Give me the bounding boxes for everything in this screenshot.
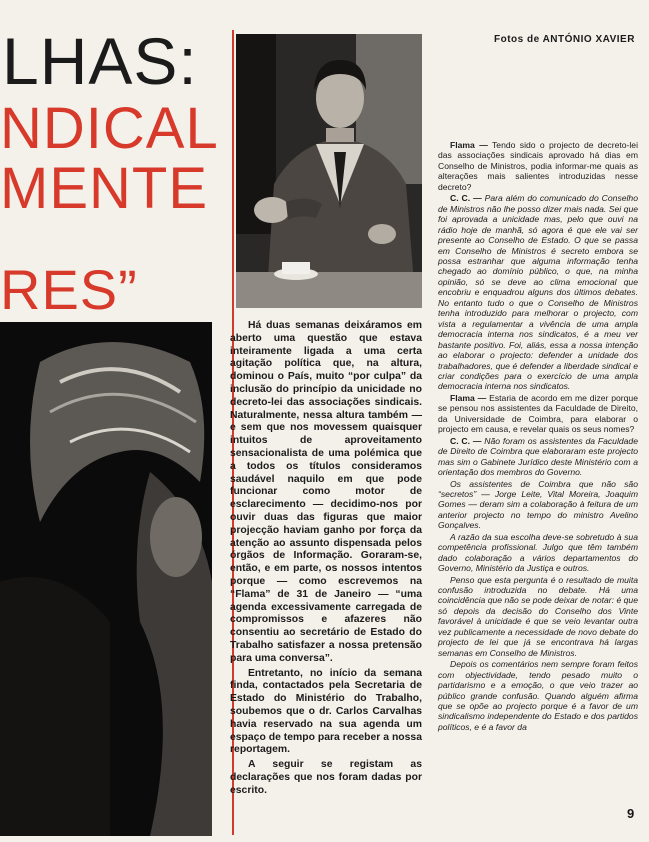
interview-question xyxy=(438,393,638,435)
interview-column xyxy=(438,140,638,733)
second-interview-photo xyxy=(0,322,212,836)
question-text: Estaria de acordo em me dizer porque se pensou nos assistentes da Faculdade de Direito, da Universidade de Coimbra, para elaborar o projecto em causa, e revelar quais os seus nomes? xyxy=(438,392,638,435)
question-text: Tendo sido o projecto de decreto-lei das associações sindicais aprovado há dias em Conselho de Ministros, podia informar-me quais as alterações mais salientes introduzidas nesse decreto? xyxy=(438,140,638,192)
man-portrait-illustration xyxy=(236,34,422,308)
speaker-label: Flama — xyxy=(450,392,487,403)
page-number: 9 xyxy=(627,806,635,821)
answer-text: Para além do comunicado do Conselho de Ministros não lhe posso dizer mais nada. Sei que foi aprovada a unicidade mas, pelo que ouvi na rádio hoje de manhã, só agora é que ele vai ser presente ao Conselho de Estado. O que se passa em Conselho de Ministros é secreto embora se possa estranhar que alguma informação tenha chegado ao domínio público, o que, na minha opinião, só se deve ao clima emocional que encobriu e enquadrou alguns dos últimos debates. No entanto tudo o que o Conselho de Ministros tenha introduzido para melhorar o projecto, com vista a regulamentar a vivência de uma ampla democracia interna nos sindicatos, é a meu ver bastante positivo. Foi, aliás, essa a nossa intenção ao elaborar o projecto: defender a unidade dos trabalhadores, que é defender a liberdade sindical e criar condições para o exercício de uma ampla democracia interna nos sindicatos. xyxy=(438,193,638,392)
answer-text: Depois os comentários nem sempre foram feitos com objectividade, tendo pesado muito o partidarismo e a emoção, o que veio trazer ao público grande confusão. Quando alguém afirma que se opõe ao projecto porque é a favor de um sindicalismo independente do Estado e dos partidos políticos, e é a favor da xyxy=(438,659,638,732)
interview-answer xyxy=(438,193,638,392)
speaker-label: C. C. — xyxy=(450,193,482,204)
intro-paragraph: Há duas semanas deixáramos em aberto uma questão que estava inteiramente ligada a uma certa agitação política que, na altura, dominou o País, muito “por culpa” da inclusão do princípio da unicidade no decreto-lei das associações sindicais. Naturalmente, nessa altura também — e sem que nos movessem quaisquer intuitos de aproveitamento sensacionalista de uma polémica que a todos os títulos consideramos saudável naquilo em que pode funcionar como motor de esclarecimento — decidimo-nos por ouvir duas das figuras que maior projecção haviam ganho por força da atenção ao assunto dispensada pelos órgãos de Informação. Goraram-se, então, e em parte, os nossos intentos porque — como escrevemos na “Flama” de 31 de Janeiro — “uma agenda excessivamente carregada de compromissos e afazeres não consentiu ao secretário de Estado do Trabalho satisfazer a nossa pretensão para uma conversa”. xyxy=(230,320,422,664)
headline-line-1: LHAS: xyxy=(2,24,198,98)
interview-answer xyxy=(438,659,638,732)
interview-answer xyxy=(438,575,638,659)
speaker-label: C. C. — xyxy=(450,435,482,446)
interview-answer xyxy=(438,479,638,531)
headline-line-3: MENTE xyxy=(0,156,208,221)
interview-photo xyxy=(236,34,422,308)
intro-column xyxy=(230,320,422,799)
headline-line-2: NDICAL xyxy=(0,96,219,161)
photo-credit: Fotos de ANTÓNIO XAVIER xyxy=(494,34,635,45)
interview-answer xyxy=(438,532,638,574)
profile-portrait-illustration xyxy=(0,322,212,836)
answer-text: Não foram os assistentes da Faculdade de Direito de Coimbra que elaboraram este projecto mas sim o Gabinete Jurídico deste Ministério com a orientação dos membros do Governo. xyxy=(438,435,638,478)
answer-text: A razão da sua escolha deve-se sobretudo à sua competência profissional. Julgo que têm também dado colaboração a vários departamentos do Governo, Ministério da Justiça e outros. xyxy=(438,531,638,574)
intro-paragraph: Entretanto, no início da semana finda, contactados pela Secretaria de Estado do Ministério do Trabalho, soubemos que o dr. Carlos Carvalhas havia reservado na sua agenda um espaço de tempo para receber a nossa reportagem. xyxy=(230,667,422,756)
intro-paragraph: A seguir se registam as declarações que nos foram dadas por escrito. xyxy=(230,759,422,796)
interview-question xyxy=(438,140,638,192)
answer-text: Penso que esta pergunta é o resultado de muita confusão introduzida no debate. Há uma coincidência que não se pode deixar de notar: é que só depois da decisão do Conselho dos Vinte favorável à unicidade é que se veio levantar outra vez publicamente a necessidade de novo debate do projecto de lei que já se encontrava há largas semanas em Conselho de Ministros. xyxy=(438,574,638,658)
headline-line-4: RES” xyxy=(0,258,138,321)
speaker-label: Flama — xyxy=(450,140,488,150)
interview-answer xyxy=(438,436,638,478)
answer-text: Os assistentes de Coimbra que não são “secretos” — Jorge Leite, Vital Moreira, Joaquim Gomes — deram sim a colaboração à feitura de um anterior projecto no tempo do ministro Avelino Gonçalves. xyxy=(438,478,638,531)
